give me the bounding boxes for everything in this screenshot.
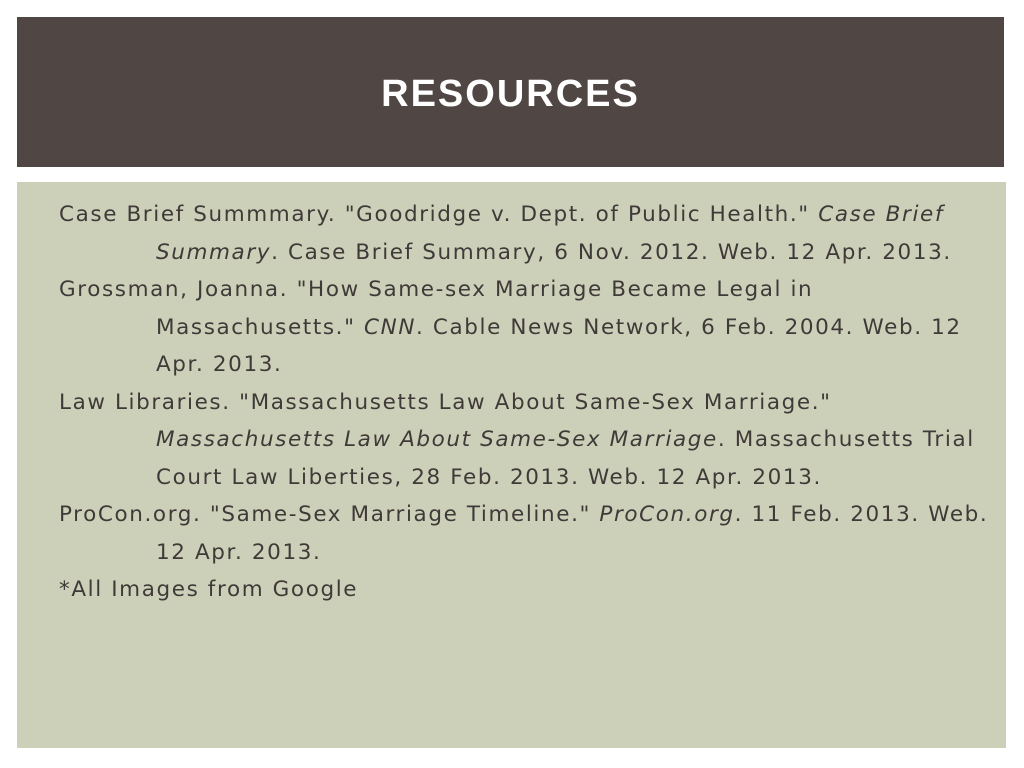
reference-details: . 11 Feb. 2013. Web. 12 Apr. 2013.	[156, 502, 989, 565]
reference-source-title: Case Brief Summary	[156, 202, 945, 265]
reference-item	[59, 384, 989, 497]
title-bar	[17, 17, 1004, 167]
reference-source-title: Massachusetts Law About Same-Sex Marriage	[156, 427, 718, 452]
reference-details: . Massachusetts Trial Court Law Liberties, 28 Feb. 2013. Web. 12 Apr. 2013.	[156, 427, 975, 490]
reference-item	[59, 271, 989, 384]
reference-item	[59, 496, 989, 571]
reference-text: Law Libraries. "Massachusetts Law About Same-Sex Marriage."	[59, 389, 832, 415]
reference-list	[59, 196, 989, 609]
content-panel	[17, 182, 1006, 748]
reference-item	[59, 196, 989, 271]
images-credit-note: *All Images from Google	[59, 577, 359, 602]
reference-details: . Cable News Network, 6 Feb. 2004. Web. 12 Apr. 2013.	[156, 314, 962, 377]
reference-item-note	[59, 571, 989, 609]
reference-text: Grossman, Joanna. "How Same-sex Marriage Became Legal in Massachusetts."	[59, 277, 814, 340]
reference-details: . Case Brief Summary, 6 Nov. 2012. Web. 12 Apr. 2013.	[271, 239, 952, 265]
reference-text: Case Brief Summmary. "Goodridge v. Dept. of Public Health."	[59, 202, 819, 227]
reference-source-title: CNN	[364, 314, 417, 340]
slide-title: RESOURCES	[381, 72, 640, 115]
reference-text: ProCon.org. "Same-Sex Marriage Timeline."	[59, 502, 600, 527]
reference-source-title: ProCon.org	[599, 502, 735, 527]
